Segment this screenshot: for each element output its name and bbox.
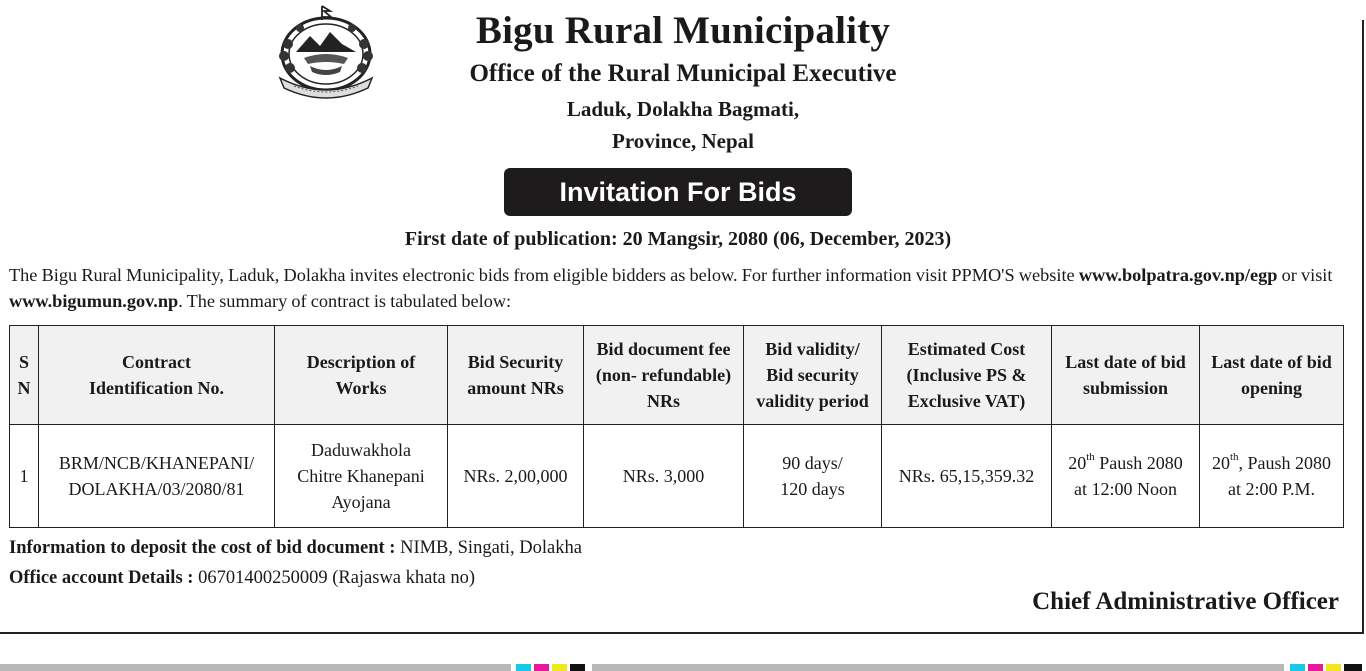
black-swatch [570,664,585,671]
header-opening-date: Last date of bid opening [1200,326,1344,425]
cyan-swatch [516,664,531,671]
cell-sn: 1 [10,425,39,528]
yellow-swatch [1326,664,1341,671]
header-document-fee: Bid document fee (non- refundable) NRs [584,326,744,425]
address-line-1: Laduk, Dolakha Bagmati, [566,97,800,121]
yellow-swatch [552,664,567,671]
municipality-website-link[interactable]: www.bigumun.gov.np [9,291,179,311]
cell-opening-date: 20th, Paush 2080 at 2:00 P.M. [1200,425,1344,528]
header-submission-date: Last date of bid submission [1052,326,1200,425]
cyan-swatch [1290,664,1305,671]
frame-right-border [1362,20,1364,634]
publication-date: First date of publication: 20 Mangsir, 2080 (06, December, 2023) [404,228,952,250]
cell-submission-date: 20th Paush 2080 at 12:00 Noon [1052,425,1200,528]
bid-summary-table [9,325,1344,528]
header-estimated-cost: Estimated Cost (Inclusive PS & Exclusive VAT) [882,326,1052,425]
black-swatch [1344,664,1362,671]
municipality-title: Bigu Rural Municipality [475,9,891,52]
ppmo-website-link[interactable]: www.bolpatra.gov.np/egp [1078,265,1278,285]
table-row [10,425,1344,528]
intro-text-1: The Bigu Rural Municipality, Laduk, Dolakha invites electronic bids from eligible bidders as below. For further information visit PPMO'S website [9,265,1079,285]
cell-contract-id: BRM/NCB/KHANEPANI/ DOLAKHA/03/2080/81 [39,425,275,528]
deposit-info-value: NIMB, Singati, Dolakha [395,538,582,558]
print-strip-right [592,664,1284,671]
header-bid-security: Bid Security amount NRs [448,326,584,425]
office-subtitle: Office of the Rural Municipal Executive [469,60,897,87]
account-info-value: 06701400250009 (Rajaswa khata no) [193,568,475,588]
header-sn: S N [10,326,39,425]
magenta-swatch [534,664,549,671]
cell-estimated-cost: NRs. 65,15,359.32 [882,425,1052,528]
cell-bid-security: NRs. 2,00,000 [448,425,584,528]
cell-description: Daduwakhola Chitre Khanepani Ayojana [275,425,448,528]
intro-paragraph [9,262,1359,314]
account-info-label: Office account Details : [9,568,194,588]
header-validity: Bid validity/ Bid security validity period [744,326,882,425]
cell-document-fee: NRs. 3,000 [584,425,744,528]
intro-text-3: . The summary of contract is tabulated below: [178,291,512,311]
invitation-for-bids-banner: Invitation For Bids [504,168,852,216]
print-strip-left [0,664,511,671]
header-contract-id: Contract Identification No. [39,326,275,425]
account-info [9,568,475,589]
address-line-2: Province, Nepal [612,129,754,153]
signer-title: Chief Administrative Officer [1032,588,1339,615]
frame-bottom-border [0,632,1364,634]
intro-text-2: or visit [1277,265,1333,285]
magenta-swatch [1308,664,1323,671]
header-description: Description of Works [275,326,448,425]
table-header-row [10,326,1344,425]
deposit-info [9,538,582,559]
cell-validity: 90 days/ 120 days [744,425,882,528]
deposit-info-label: Information to deposit the cost of bid document : [9,538,396,558]
